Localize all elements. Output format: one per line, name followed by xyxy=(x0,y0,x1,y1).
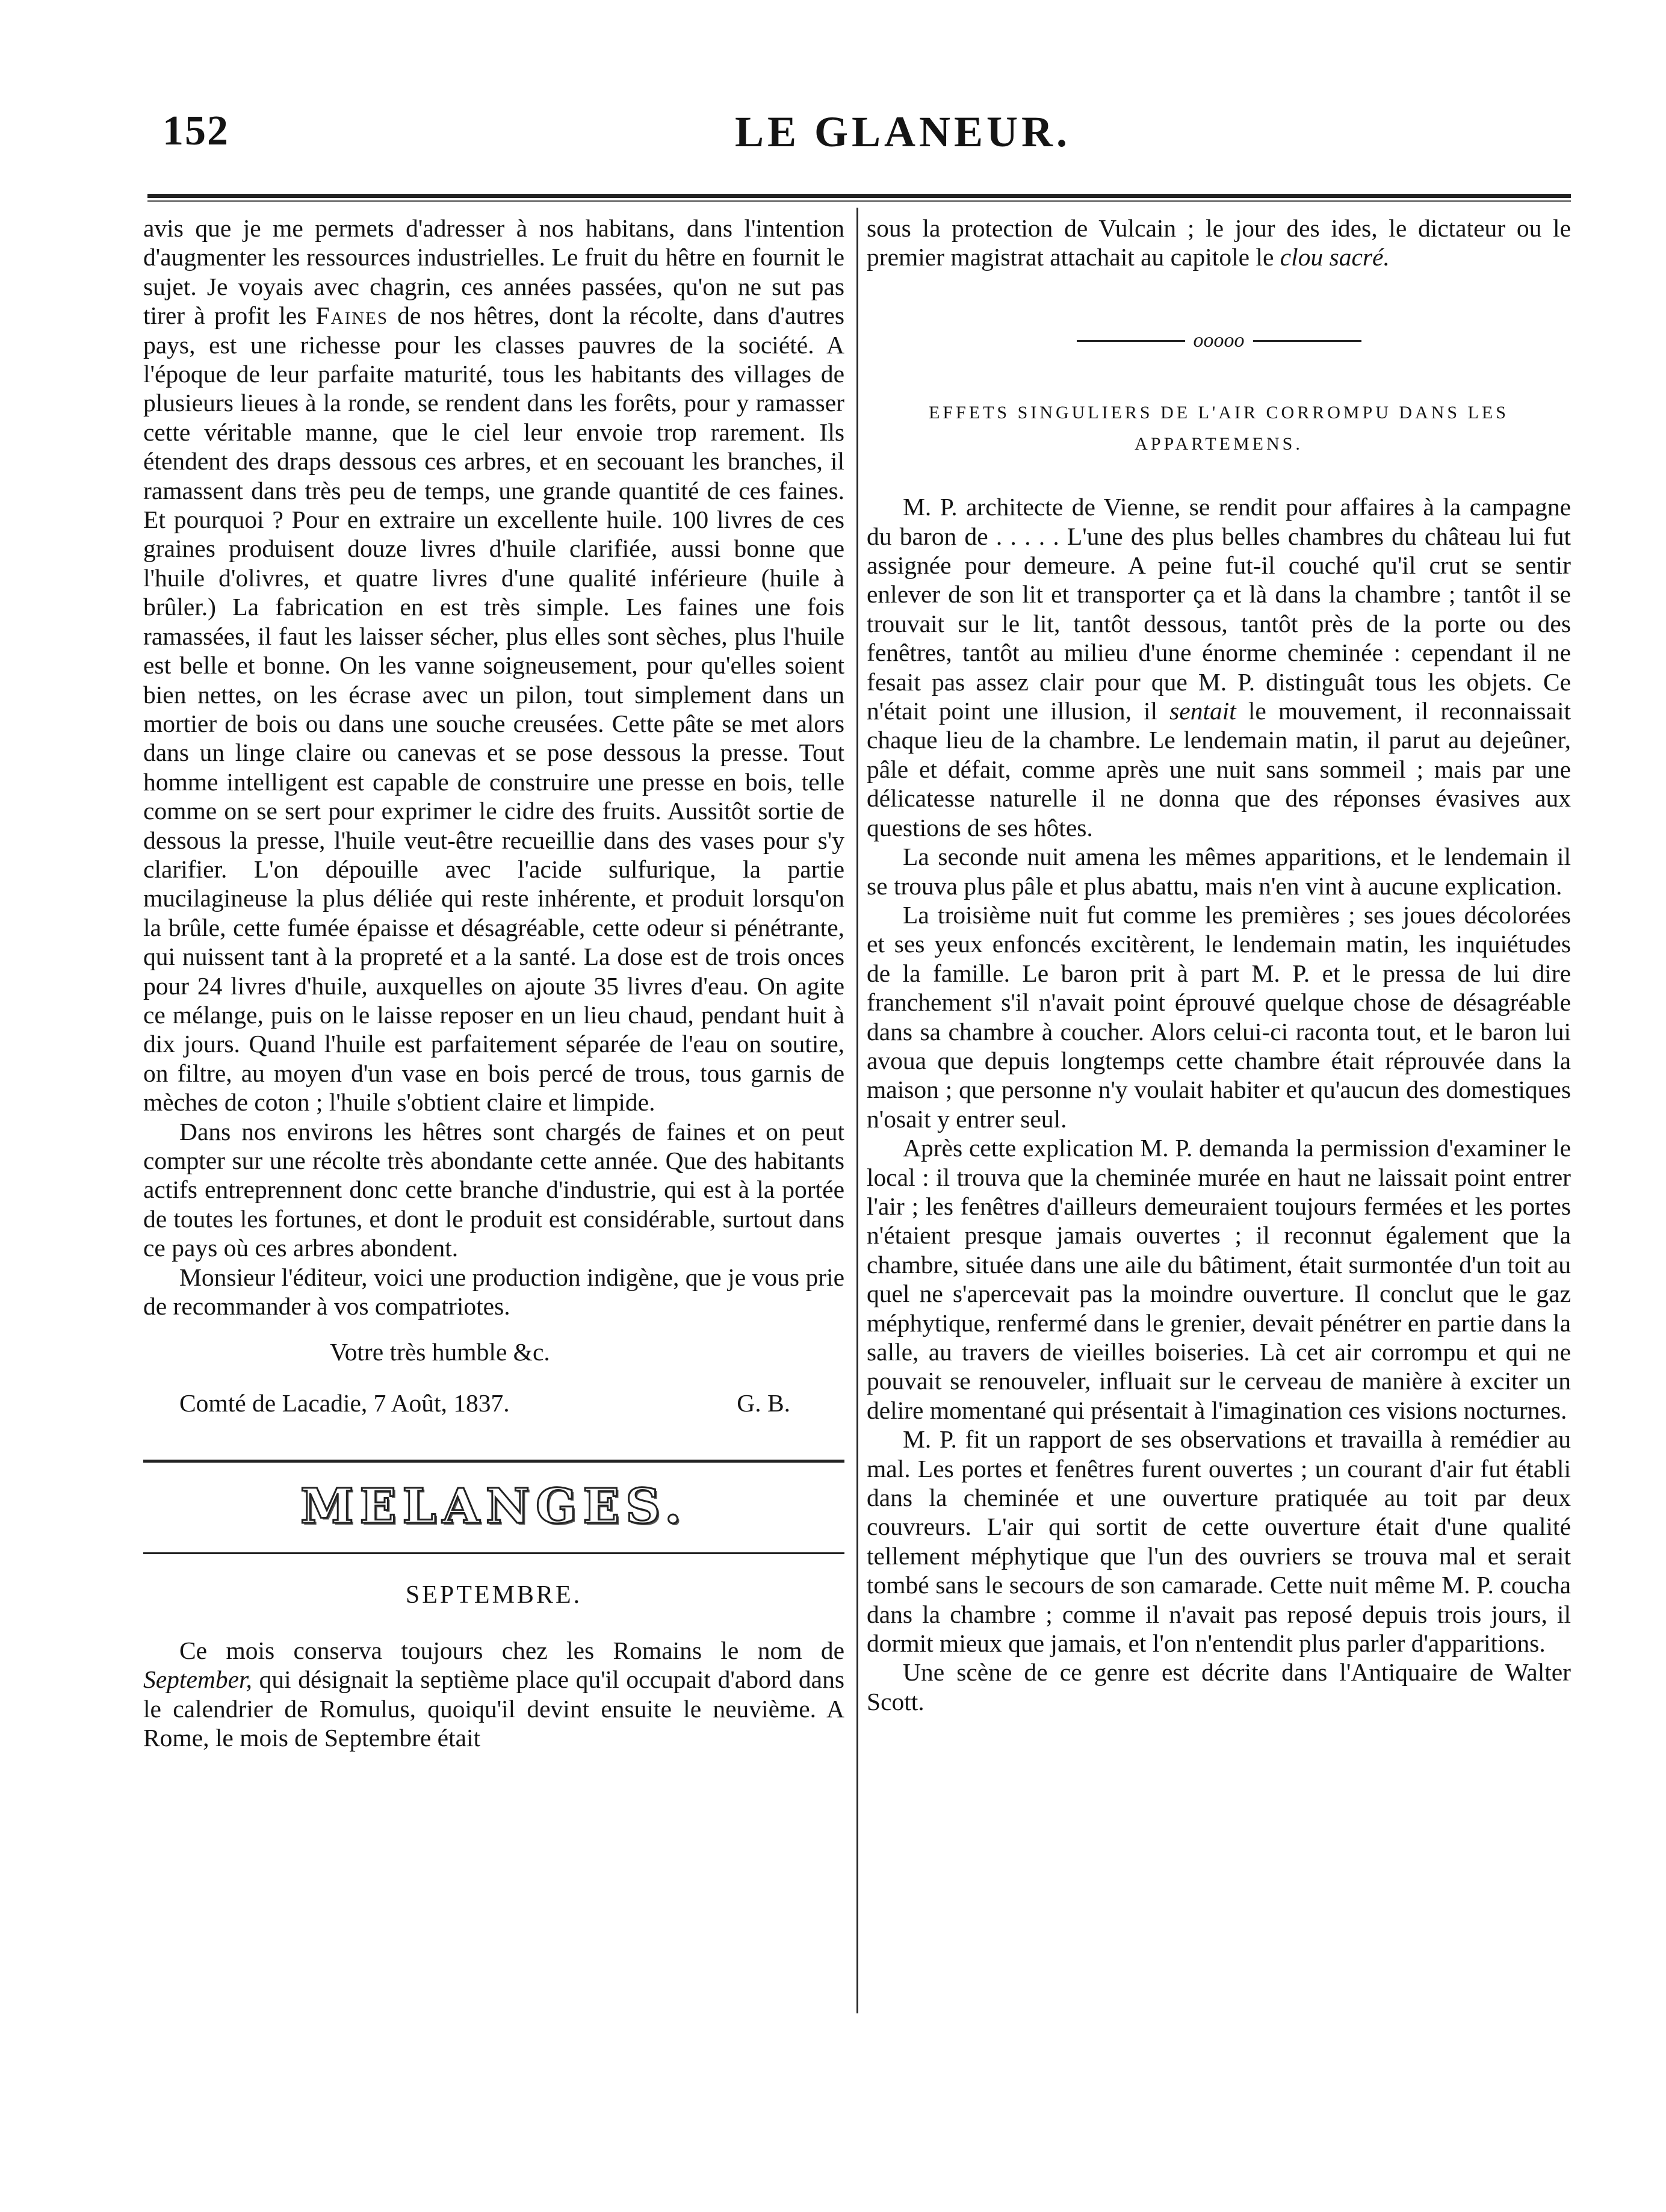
article-paragraph xyxy=(867,214,1571,272)
article-paragraph: Après cette explication M. P. demanda la permission d'examiner le local : il trouva que la cheminée murée en haut ne laissait point entrer l'air ; les fenêtres d'ailleurs demeuraient toujours fermées et les portes n'étaient presque jamais ouvertes ; il reconnut également que la chambre, située dans une aile du bâtiment, était surmontée d'un toit au quel ne s'apercevait pas la moindre ouverture. Il conclut que le gaz méphytique, renfermé dans le grenier, devait pénétrer en partie dans la salle, au travers de vieilles boiseries. Là cet air corrompu et qui ne pouvait se renouveler, influait sur le cerveau de manière à exciter un delire momentané qui présentait à l'imagination ces visions nocturnes. xyxy=(867,1134,1571,1424)
article-paragraph: M. P. fit un rapport de ses observations et travailla à remédier au mal. Les portes et fenêtres furent ouvertes ; un courant d'air fut établi dans la cheminée et une ouverture pratiquée au toit par deux couvreurs. L'air qui sortit de cette ouverture était d'une qualité tellement méphytique que l'un des ouvriers se trouva mal et serait tombé sans le secours de son camarade. Cette nuit même M. P. coucha dans la chambre ; comme il n'avait pas reposé depuis trois jours, il dormit mieux que jamais, et l'on n'entendit plus parler d'apparitions. xyxy=(867,1425,1571,1658)
subsection-title: SEPTEMBRE. xyxy=(405,1581,583,1609)
section-rule xyxy=(143,1552,844,1554)
paragraph-text: sous la protection de Vulcain ; le jour des ides, le dictateur ou le premier magistrat attachait au capitole le xyxy=(867,214,1571,271)
section-title: MELANGES. xyxy=(300,1478,688,1535)
paragraph-text: M. P. architecte de Vienne, se rendit pour affaires à la campagne du baron de . . . . . L'une des plus belles chambres du château lui fut assignée pour demeure. A peine fut-il couché qu'il crut se sentir enlever de son lit et transporter ça et là dans la chambre ; tantôt il se trouvait sur le lit, tantôt dessous, tantôt près de la porte ou des fenêtres, tantôt au milieu d'une énorme cheminée : cependant il ne fesait pas assez clair pour que M. P. distinguât tous les objets. Ce n'était point une illusion, il xyxy=(867,493,1571,725)
header-rule xyxy=(147,194,1571,202)
article-heading-line: APPARTEMENS. xyxy=(1135,434,1303,454)
article-paragraph xyxy=(143,214,844,1117)
paragraph-text: avis que je me permets d'adresser à nos habitans, dans l'intention d'augmenter les ressources industrielles. Le fruit du hêtre en fournit le sujet. Je voyais avec chagrin, ces années passées, qu'on ne sut pas tirer à profit les xyxy=(143,214,844,330)
paragraph-text: qui désignait la septième place qu'il occupait d'abord dans le calendrier de Romulus, quoiqu'il devint ensuite le neuvième. A Rome, le mois de Septembre était xyxy=(143,1665,845,1752)
closing-line xyxy=(143,1337,844,1366)
paragraph-text: Ce mois conserva toujours chez les Romains le nom de xyxy=(179,1637,844,1665)
ornament-text: ooooo xyxy=(1193,329,1245,352)
emphasized-word: sentait xyxy=(1169,697,1236,725)
closing: Votre très humble &c. xyxy=(330,1338,550,1366)
emphasized-word: Faines xyxy=(315,302,388,330)
article-paragraph: La seconde nuit amena les mêmes apparitions, et le lendemain il se trouva plus pâle et plus abattu, mais n'en vint à aucune explication. xyxy=(867,843,1571,900)
divider-bar xyxy=(1253,340,1361,342)
paragraph-text: le mouvement, il reconnaissait chaque lieu de la chambre. Le lendemain matin, il parut au dejeûner, pâle et défait, comme après une nuit sans sommeil ; mais par une délicatesse naturelle il ne donna que des réponses évasives aux questions de ses hôtes. xyxy=(867,697,1572,841)
article-paragraph xyxy=(867,492,1571,842)
signature-line xyxy=(143,1365,844,1417)
dateline: Comté de Lacadie, 7 Août, 1837. xyxy=(179,1389,510,1417)
left-column xyxy=(143,214,844,1753)
divider-bar xyxy=(1077,340,1185,342)
ornament-divider xyxy=(867,326,1571,355)
article-heading-line: EFFETS SINGULIERS DE L'AIR CORROMPU DANS LES xyxy=(929,403,1509,423)
page-number: 152 xyxy=(163,108,229,154)
emphasized-word: clou sacré. xyxy=(1280,243,1390,271)
emphasized-word: September, xyxy=(143,1665,252,1694)
article-paragraph: La troisième nuit fut comme les premières ; ses joues décolorées et ses yeux enfoncés excitèrent, le lendemain matin, les inquiétudes de la famille. Le baron prit à part M. P. et le pressa de lui dire franchement s'il n'avait point éprouvé quelque chose de désagréable dans sa chambre à coucher. Alors celui-ci raconta tout, et le baron lui avoua que depuis longtemps cette chambre était réprouvée dans la maison ; que personne n'y voulait habiter et qu'aucun des domestiques n'osait y entrer seul. xyxy=(867,900,1571,1133)
article-paragraph: Une scène de ce genre est décrite dans l'Antiquaire de Walter Scott. xyxy=(867,1658,1571,1715)
article-paragraph: Monsieur l'éditeur, voici une production indigène, que je vous prie de recommander à vos compatriotes. xyxy=(143,1263,844,1321)
article-paragraph xyxy=(143,1636,844,1753)
signature-initials: G. B. xyxy=(737,1389,790,1417)
running-title: LE GLANEUR. xyxy=(734,108,1071,156)
right-column xyxy=(867,214,1571,1716)
article-heading xyxy=(867,397,1571,460)
paragraph-text: de nos hêtres, dont la récolte, dans d'autres pays, est une richesse pour les classes pauvres de la société. A l'époque de leur parfaite maturité, tous les habitants des villages de plusieurs lieues à la ronde, se rendent dans les forêts, pour y ramasser cette véritable manne, que le ciel leur envoie trop rarement. Ils étendent des draps dessous ces arbres, et en secouant les branches, il ramassent dans très peu de temps, une grande quantité de ces faines. Et pourquoi ? Pour en extraire un excellente huile. 100 livres de ces graines produisent douze livres d'huile clarifiée, aussi bonne que l'huile d'olivres, et quatre livres d'une qualité inférieure (huile à brûler.) La fabrication en est très simple. Les faines une fois ramassées, il faut les laisser sécher, plus elles sont sèches, plus l'huile est belle et bonne. On les vanne soigneusement, pour qu'elles soient bien nettes, on les écrase avec un pilon, tout simplement dans un mortier de bois ou dans une souche creusées. Cette pâte se met alors dans un linge claire ou canevas et se pose dessous la presse. Tout homme intelligent est capable de construire une presse en bois, telle comme on se sert pour exprimer le cidre des fruits. Aussitôt sortie de dessous la presse, l'huile veut-être recueillie dans des vases pour s'y clarifier. L'on dépouille avec l'acide sulfurique, la partie mucilagineuse la plus déliée qui reste inhérente, et produit lorsqu'on la brûle, cette fumée épaisse et désagréable, cette odeur si pénétrante, qui nuissent tant à la propreté et a la santé. La dose est de trois onces pour 24 livres d'huile, auxquelles on ajoute 35 livres d'eau. On agite ce mélange, puis on le laisse reposer en un lieu chaud, pendant huit à dix jours. Quand l'huile est parfaitement séparée de l'eau on soutire, on filtre, au moyen d'un vase en bois percé de trous, tous garnis de mèches de coton ; l'huile s'obtient claire et limpide. xyxy=(143,302,844,1117)
section-rule xyxy=(143,1460,844,1463)
column-divider xyxy=(856,208,858,2013)
article-paragraph: Dans nos environs les hêtres sont chargés de faines et on peut compter sur une récolte très abondante cette année. Que des habitants actifs entreprennent donc cette branche d'industrie, qui est à la portée de toutes les fortunes, et dont le produit est considérable, surtout dans ce pays où ces arbres abondent. xyxy=(143,1117,844,1262)
